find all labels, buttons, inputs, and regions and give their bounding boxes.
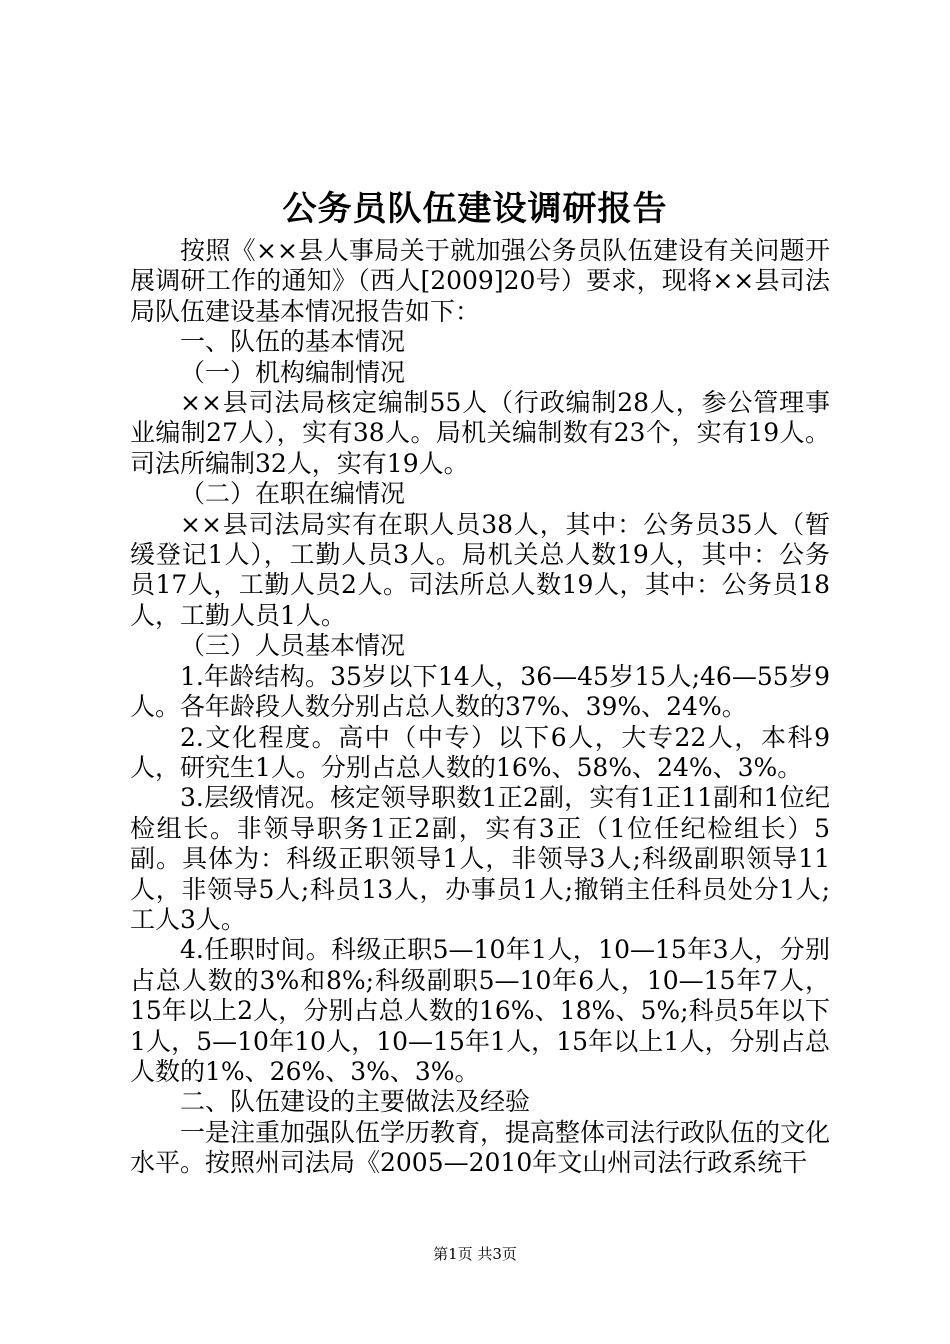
paragraph-education-practice: 一是注重加强队伍学历教育，提高整体司法行政队伍的文化水平。按照州司法局《2005—2010年文山州司法行政系统干 xyxy=(130,1117,831,1178)
paragraph-levels: 3.层级情况。核定领导职数1正2副，实有1正11副和1位纪检组长。非领导职务1正2副，实有3正（1位任纪检组长）5副。具体为：科级正职领导1人，非领导3人;科级副职领导11人，非领导5人;科员13人，办事员1人;撤销主任科员处分1人;工人3人。 xyxy=(130,783,830,934)
page-footer: 第1页 共3页 xyxy=(433,1245,517,1263)
heading-subsection-1: （一）机构编制情况 xyxy=(180,357,406,387)
heading-subsection-3: （三）人员基本情况 xyxy=(180,631,406,661)
heading-subsection-2: （二）在职在编情况 xyxy=(180,479,406,509)
paragraph-staffing: ××县司法局核定编制55人（行政编制28人，参公管理事业编制27人），实有38人。局机关编制数有23个，实有19人。司法所编制32人，实有19人。 xyxy=(130,388,830,478)
document-body xyxy=(130,236,830,1179)
document-title: 公务员队伍建设调研报告 xyxy=(282,189,668,229)
paragraph-age-structure: 1.年龄结构。35岁以下14人，36—45岁15人;46—55岁9人。各年龄段人数分别占总人数的37%、39%、24%。 xyxy=(130,661,830,722)
paragraph-intro: 按照《××县人事局关于就加强公务员队伍建设有关问题开展调研工作的通知》（西人[2009]20号）要求，现将××县司法局队伍建设基本情况报告如下： xyxy=(130,236,830,326)
heading-section-1: 一、队伍的基本情况 xyxy=(180,327,406,357)
paragraph-tenure: 4.任职时间。科级正职5—10年1人，10—15年3人，分别占总人数的3%和8%;科级副职5—10年6人，10—15年7人，15年以上2人，分别占总人数的16%、18%、5%;科员5年以下1人，5—10年10人，10—15年1人，15年以上1人，分别占总人数的1%、26%、3%、3%。 xyxy=(130,935,830,1086)
paragraph-education: 2.文化程度。高中（中专）以下6人，大专22人，本科9人，研究生1人。分别占总人数的16%、58%、24%、3%。 xyxy=(130,722,830,782)
heading-section-2: 二、队伍建设的主要做法及经验 xyxy=(180,1087,531,1117)
paragraph-in-service: ××县司法局实有在职人员38人，其中：公务员35人（暂缓登记1人），工勤人员3人。局机关总人数19人，其中：公务员17人，工勤人员2人。司法所总人数19人，其中：公务员18人，工勤人员1人。 xyxy=(130,509,830,630)
